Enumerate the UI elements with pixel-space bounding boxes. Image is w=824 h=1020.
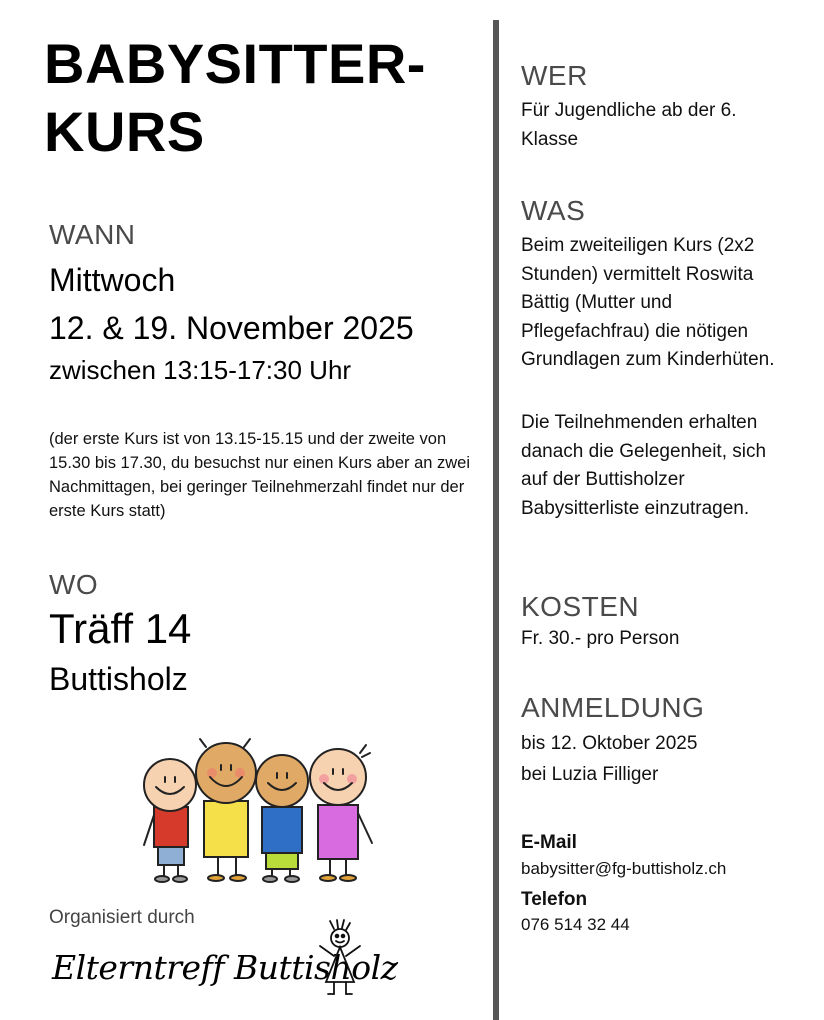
kosten-label: KOSTEN bbox=[521, 591, 640, 622]
title-line-1: BABYSITTER- bbox=[44, 32, 426, 95]
anmeldung-contact: bei Luzia Filliger bbox=[521, 764, 659, 785]
page-title bbox=[44, 30, 426, 166]
children-illustration bbox=[140, 735, 380, 885]
stick-figure-girl-icon bbox=[312, 918, 368, 998]
column-divider bbox=[493, 20, 499, 1020]
anmeldung-deadline: bis 12. Oktober 2025 bbox=[521, 733, 698, 754]
wann-dates: 12. & 19. November 2025 bbox=[49, 310, 414, 346]
anmeldung-label: ANMELDUNG bbox=[521, 692, 705, 723]
email-link[interactable]: babysitter@fg-buttisholz.ch bbox=[521, 859, 727, 878]
organizer-label: Organisiert durch bbox=[49, 907, 195, 928]
organizer-name: Elterntreff Buttisholz bbox=[52, 948, 398, 987]
wann-day: Mittwoch bbox=[49, 262, 176, 298]
title-line-2: KURS bbox=[44, 100, 205, 163]
was-text-2: Die Teilnehmenden erhalten danach die Gelegenheit, sich auf der Buttisholzer Babysitterliste einzutragen. bbox=[521, 412, 767, 519]
phone-number[interactable]: 076 514 32 44 bbox=[521, 915, 630, 934]
wer-text: Für Jugendliche ab der 6. Klasse bbox=[521, 100, 737, 150]
wann-time: zwischen 13:15-17:30 Uhr bbox=[49, 355, 352, 385]
wo-town: Buttisholz bbox=[49, 661, 188, 697]
wann-label: WANN bbox=[49, 219, 136, 250]
wo-label: WO bbox=[49, 569, 99, 600]
wann-note: (der erste Kurs ist von 13.15-15.15 und der zweite von 15.30 bis 17.30, du besuchst nur einen Kurs aber an zwei Nachmittagen, bei geringer Teilnehmerzahl findet nur der erste Kurs statt) bbox=[49, 430, 471, 520]
four-children-icon bbox=[140, 735, 380, 885]
email-label: E-Mail bbox=[521, 832, 577, 853]
was-text-1: Beim zweiteiligen Kurs (2x2 Stunden) vermittelt Roswita Bättig (Mutter und Pflegefachfrau) die nötigen Grundlagen zum Kinderhüten. bbox=[521, 235, 775, 370]
wo-venue: Träff 14 bbox=[49, 605, 192, 652]
kosten-text: Fr. 30.- pro Person bbox=[521, 628, 680, 649]
wer-label: WER bbox=[521, 60, 588, 91]
phone-label: Telefon bbox=[521, 889, 588, 910]
was-label: WAS bbox=[521, 195, 586, 226]
